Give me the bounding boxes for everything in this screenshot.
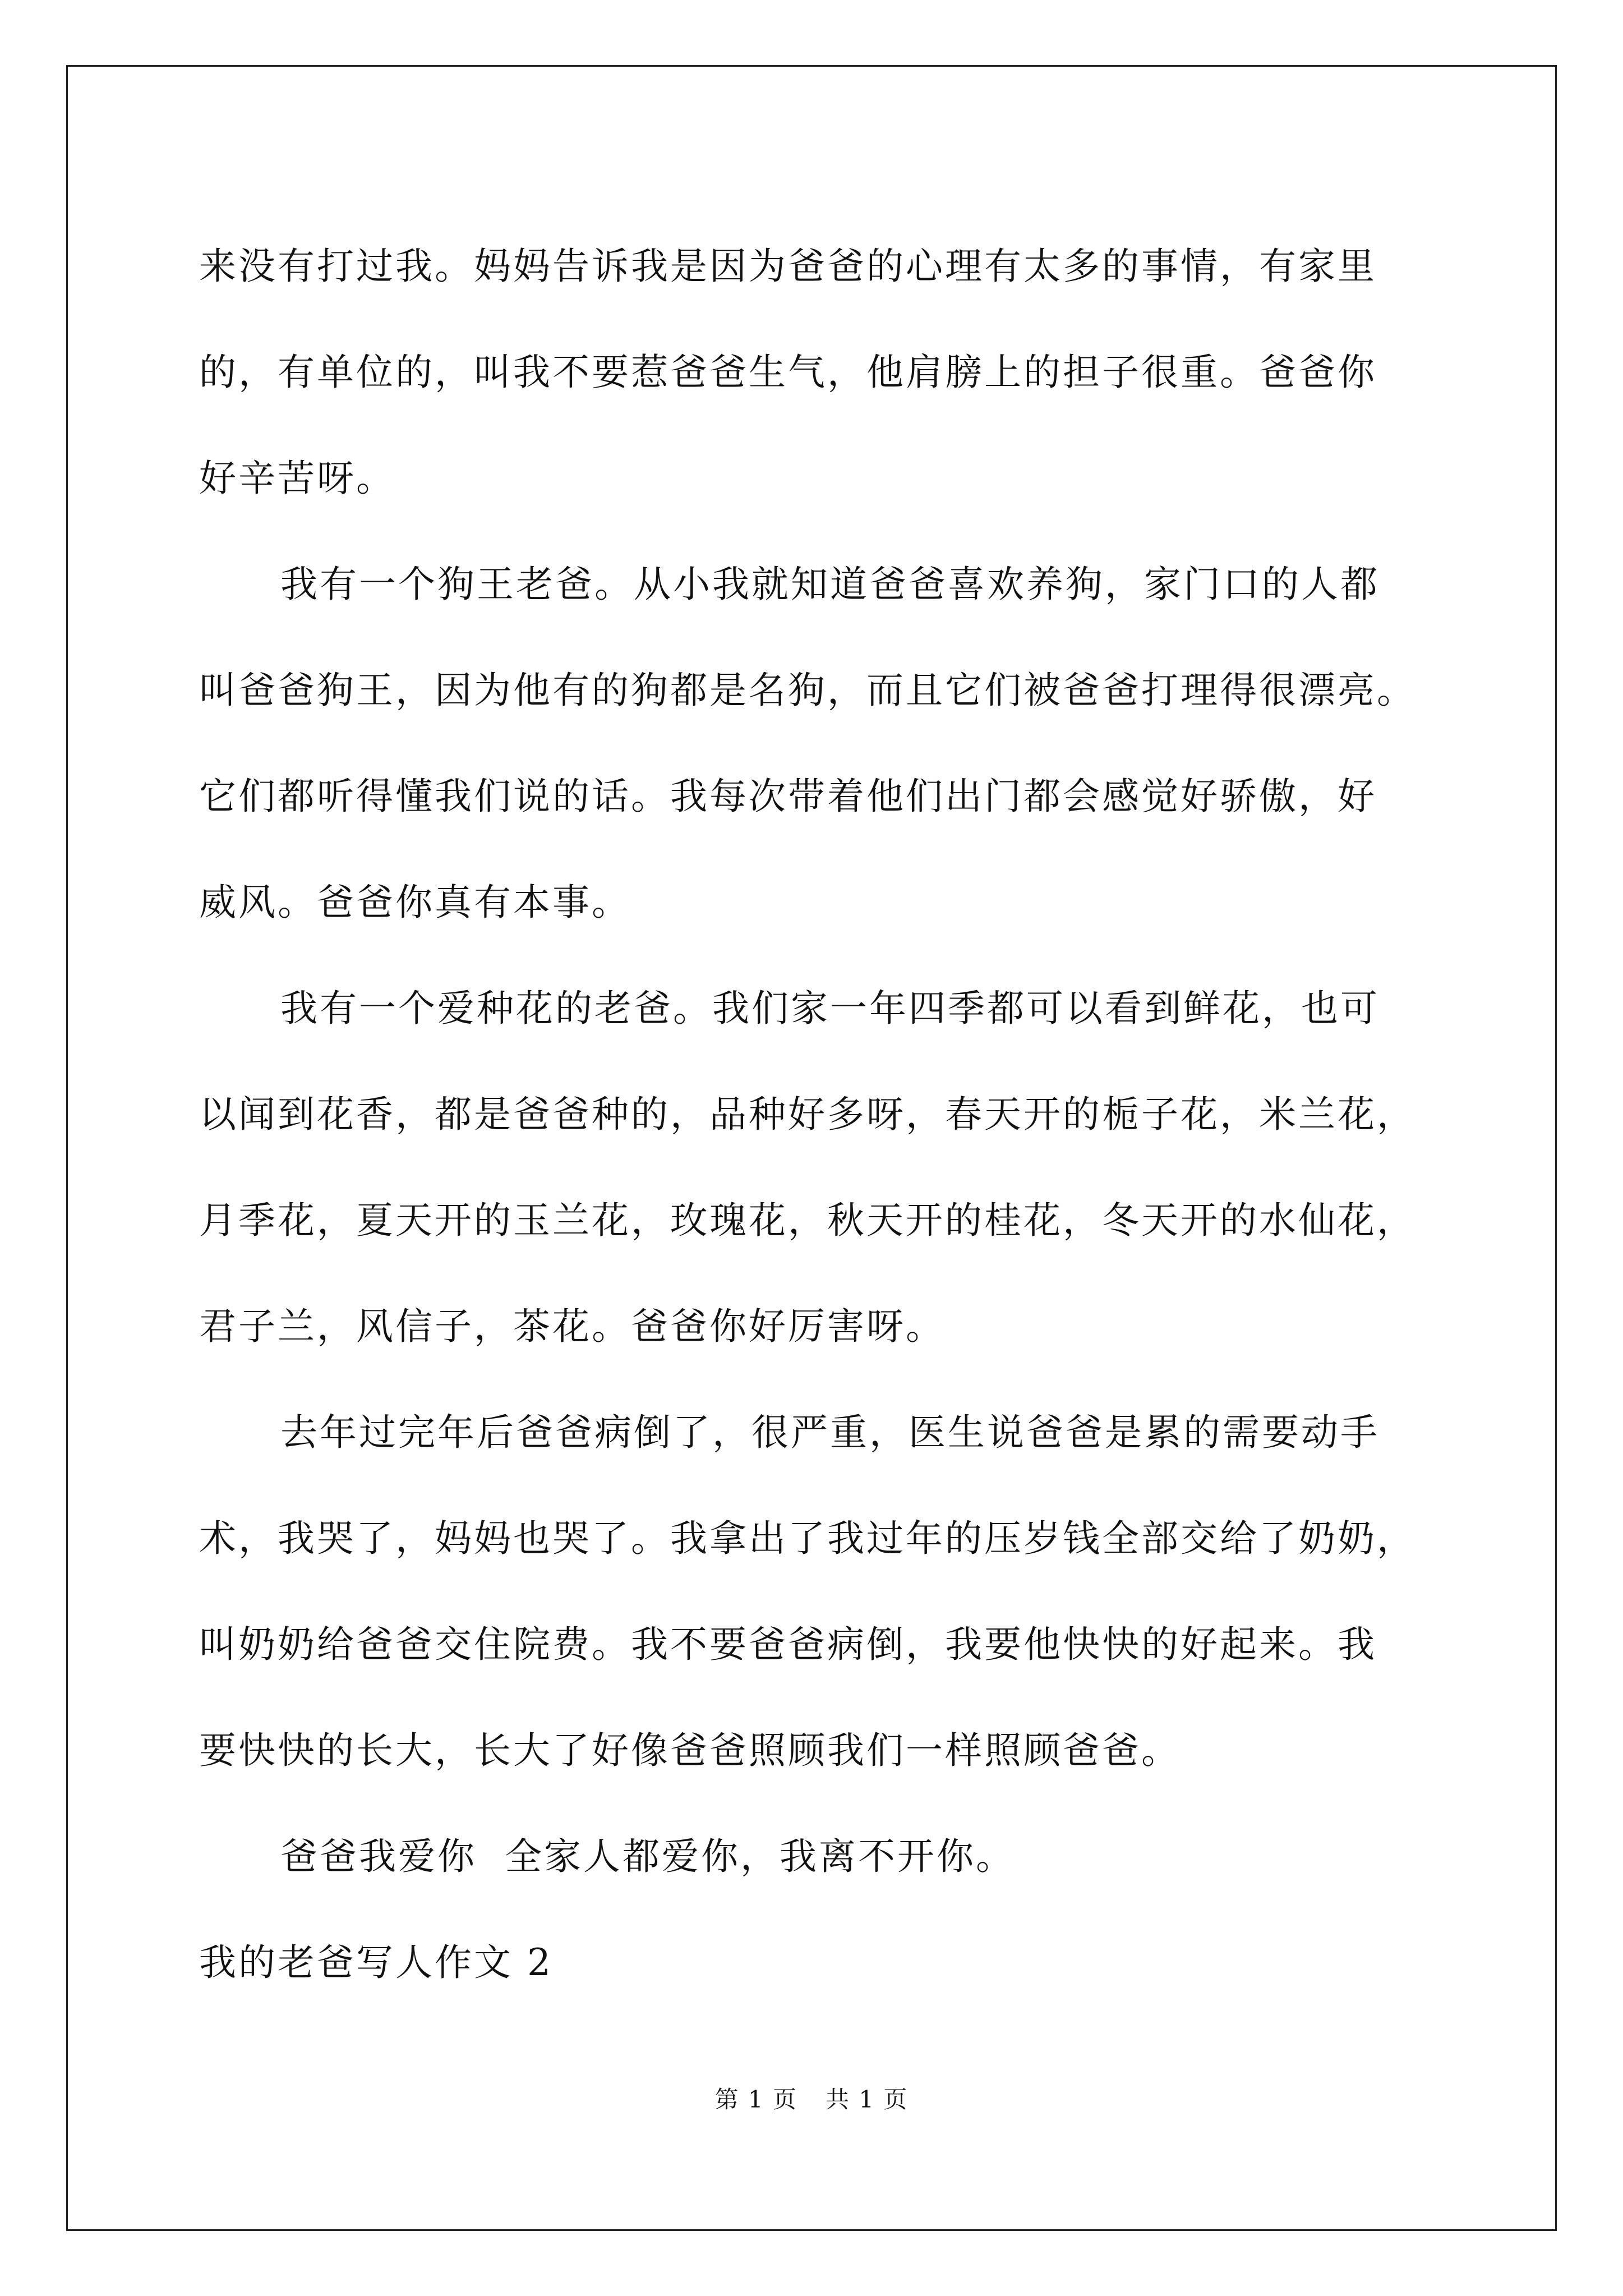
paragraph-first-line: 我有一个狗王老爸。从小我就知道爸爸喜欢养狗，家门口的人都 [280, 563, 1380, 606]
text-line: 叫爸爸狗王，因为他有的狗都是名狗，而且它们被爸爸打理得很漂亮。 [199, 669, 1416, 712]
text-line: 要快快的长大，长大了好像爸爸照顾我们一样照顾爸爸。 [199, 1729, 1181, 1772]
document-body [199, 213, 1433, 2016]
page-total: 共 1 页 [826, 2086, 909, 2113]
text-line: 叫奶奶给爸爸交住院费。我不要爸爸病倒，我要他快快的好起来。我 [199, 1623, 1377, 1666]
text-line: 威风。爸爸你真有本事。 [199, 881, 631, 924]
text-line: 好辛苦呀。 [199, 457, 395, 500]
text-line: 君子兰，风信子，茶花。爸爸你好厉害呀。 [199, 1305, 945, 1348]
text-line: 来没有打过我。妈妈告诉我是因为爸爸的心理有太多的事情，有家里 [199, 245, 1377, 288]
paragraph-first-line: 爸爸我爱你 全家人都爱你，我离不开你。 [280, 1835, 1015, 1878]
text-line: 月季花，夏天开的玉兰花，玫瑰花，秋天开的桂花，冬天开的水仙花， [199, 1199, 1416, 1242]
text-line: 以闻到花香，都是爸爸种的，品种好多呀，春天开的栀子花，米兰花， [199, 1093, 1416, 1136]
paragraph-first-line: 我有一个爱种花的老爸。我们家一年四季都可以看到鲜花，也可 [280, 987, 1380, 1030]
page-number: 第 1 页 [714, 2086, 797, 2113]
page-footer [0, 2081, 1623, 2115]
text-line: 的，有单位的，叫我不要惹爸爸生气，他肩膀上的担子很重。爸爸你 [199, 351, 1377, 394]
text-line: 它们都听得懂我们说的话。我每次带着他们出门都会感觉好骄傲，好 [199, 775, 1377, 818]
paragraph-first-line: 去年过完年后爸爸病倒了，很严重，医生说爸爸是累的需要动手 [280, 1411, 1380, 1454]
text-line: 术，我哭了，妈妈也哭了。我拿出了我过年的压岁钱全部交给了奶奶， [199, 1517, 1416, 1560]
section-heading: 我的老爸写人作文 2 [199, 1941, 553, 1984]
